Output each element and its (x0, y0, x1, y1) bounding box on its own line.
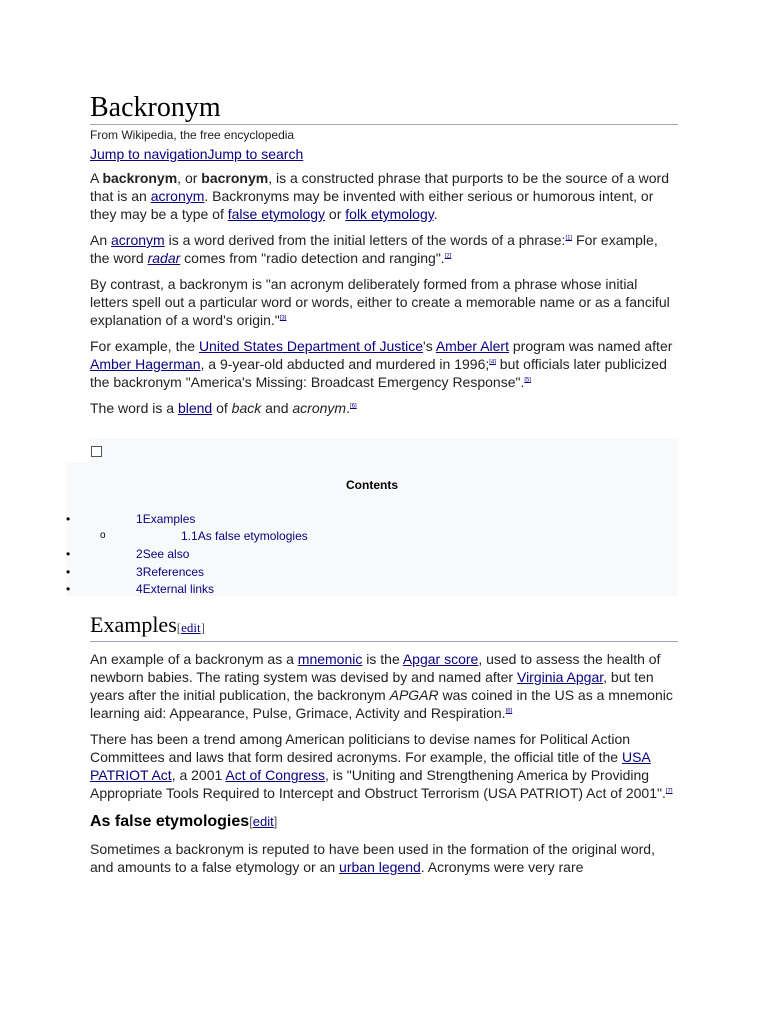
text: of (212, 400, 232, 416)
toc-link[interactable] (136, 547, 189, 561)
bracket: ] (273, 814, 278, 829)
toc-bullet: • (66, 582, 71, 596)
intro-paragraph-2 (90, 231, 678, 267)
acronym-link[interactable]: acronym (150, 188, 205, 204)
text: 's (423, 338, 436, 354)
text: was coined in the US as a mnemonic learning aid: Appearance, Pulse, Grimace, Activity and Respiration. (90, 687, 673, 721)
text: . (433, 206, 438, 222)
toc-corner (66, 438, 90, 462)
false-etymology-link[interactable]: false etymology (227, 206, 326, 222)
text: A (90, 170, 103, 186)
text: , or (177, 170, 202, 186)
text: , but ten years after the initial publication, the backronym (90, 669, 654, 703)
acronym-link[interactable]: acronym (111, 232, 165, 248)
edit-link[interactable]: edit (252, 814, 274, 829)
text: There has been a trend among American politicians to devise names for Political Action Committees and laws that form desired acronyms. For example, the official title of the (90, 731, 631, 765)
text: By contrast, a backronym is "an acronym deliberately formed from a phrase whose initial letters spell out a particular word or words, either to create a memorable name or as a fanciful explanation of a word's origin." (90, 276, 670, 328)
toc-number: 1.1 (181, 529, 198, 543)
italic-term: APGAR (389, 687, 439, 703)
text: , a 9-year-old abducted and murdered in 1996; (200, 356, 490, 372)
text: , is "Uniting and Strengthening America by Providing Appropriate Tools Required to Intercept and Obstruct Terrorism (USA PATRIOT) Act of 2001". (90, 767, 666, 801)
examples-paragraph-2 (90, 730, 678, 802)
intro-paragraph-5 (90, 399, 678, 417)
toc-bullet-hollow: o (100, 530, 106, 541)
examples-paragraph-1 (90, 650, 678, 722)
site-tagline: From Wikipedia, the free encyclopedia (90, 128, 295, 142)
virginia-apgar-link[interactable]: Virginia Apgar (516, 669, 604, 685)
toc-label: References (142, 565, 205, 579)
text: , a 2001 (171, 767, 226, 783)
urban-legend-link[interactable]: urban legend (339, 859, 421, 875)
bold-term: backronym (102, 170, 178, 186)
text: comes from "radio detection and ranging". (180, 250, 445, 266)
jump-links (90, 145, 678, 163)
toc-label: See also (142, 547, 190, 561)
amber-alert-link[interactable]: Amber Alert (435, 338, 509, 354)
text: . Backronyms may be invented with either serious or humorous intent, or they may be a type of (90, 188, 654, 222)
bold-term: bacronym (201, 170, 269, 186)
usa-patriot-act-link[interactable]: USA PATRIOT Act (90, 749, 651, 783)
jump-to-search-link[interactable]: Jump to search (207, 146, 304, 162)
toc-link[interactable] (136, 512, 195, 526)
false-etymologies-paragraph-1 (90, 840, 678, 876)
page-title: Backronym (90, 86, 678, 125)
toc-bullet: • (66, 565, 71, 579)
toc-number: 2 (136, 547, 143, 561)
us-department-of-justice-link[interactable]: United States Department of Justice (198, 338, 424, 354)
reference-link[interactable]: [6] (349, 403, 357, 410)
toc-title: Contents (346, 478, 398, 492)
toc-label: External links (142, 582, 215, 596)
toc-item[interactable] (136, 582, 214, 596)
text: and (261, 400, 293, 416)
toc-link[interactable] (136, 582, 214, 596)
edit-link[interactable]: edit (181, 620, 201, 635)
text: but officials later publicized the backronym "America's Missing: Broadcast Emergency Response". (90, 356, 667, 390)
folk-etymology-link[interactable]: folk etymology (345, 206, 434, 222)
heading-text: Examples (90, 612, 177, 637)
toc-number: 4 (136, 582, 143, 596)
heading-text: As false etymologies (90, 813, 250, 830)
reference-link[interactable]: [5] (524, 377, 532, 384)
toc-label: Examples (142, 512, 196, 526)
toc-link[interactable] (136, 565, 204, 579)
reference-link[interactable]: [7] (665, 788, 673, 795)
toc-toggle-checkbox[interactable] (91, 446, 102, 457)
bracket: [ (249, 814, 253, 829)
reference-link[interactable]: [3] (279, 315, 287, 322)
intro-paragraph-4 (90, 337, 678, 391)
toc-number: 3 (136, 565, 143, 579)
italic-term: acronym (292, 400, 347, 416)
act-of-congress-link[interactable]: Act of Congress (225, 767, 326, 783)
section-heading-examples (90, 612, 678, 642)
text: For example, the (90, 338, 199, 354)
toc-link[interactable] (181, 529, 308, 543)
article-header (90, 86, 678, 425)
text: program was named after (508, 338, 673, 354)
text: . Acronyms were very rare (420, 859, 584, 875)
text: For example, the word (90, 232, 658, 266)
intro-paragraph-3 (90, 275, 678, 329)
jump-to-navigation-link[interactable]: Jump to navigation (90, 146, 208, 162)
toc-number: 1 (136, 512, 143, 526)
toc-item[interactable] (136, 565, 204, 579)
reference-link[interactable]: [2] (444, 253, 452, 260)
amber-hagerman-link[interactable]: Amber Hagerman (90, 356, 201, 372)
blend-link[interactable]: blend (177, 400, 213, 416)
text: or (325, 206, 346, 222)
text: , is a constructed phrase that purports to be the source of a word that is an (90, 170, 669, 204)
text: is a word derived from the initial letters of the words of a phrase: (164, 232, 566, 248)
toc-bullet: • (66, 547, 71, 561)
italic-term: back (231, 400, 262, 416)
text: is the (362, 651, 403, 667)
toc-item[interactable] (136, 547, 189, 561)
apgar-score-link[interactable]: Apgar score (402, 651, 479, 667)
mnemonic-link[interactable]: mnemonic (297, 651, 363, 667)
text: Sometimes a backronym is reputed to have been used in the formation of the original word, and amounts to a false etymology or an (90, 841, 655, 875)
radar-link[interactable]: radar (147, 250, 181, 266)
toc-item[interactable] (181, 529, 308, 543)
reference-link[interactable]: [4] (489, 359, 496, 366)
toc-item[interactable] (136, 512, 195, 526)
toc-label: As false etymologies (197, 529, 308, 543)
bracket: [ (176, 620, 182, 635)
text: , used to assess the health of newborn babies. The rating system was devised by and named after (90, 651, 661, 685)
edit-section (177, 620, 205, 635)
toc-bullet: • (66, 512, 71, 526)
text: The word is a (90, 400, 178, 416)
text: An example of a backronym as a (90, 651, 298, 667)
examples-section (90, 612, 678, 884)
reference-link[interactable]: [6] (505, 708, 513, 715)
text: . (346, 400, 350, 416)
section-heading-false-etymologies (90, 812, 678, 832)
intro-paragraph-1 (90, 169, 678, 223)
bracket: ] (200, 620, 205, 635)
edit-section (249, 814, 277, 829)
reference-link[interactable]: [1] (565, 235, 573, 242)
text: An (90, 232, 112, 248)
